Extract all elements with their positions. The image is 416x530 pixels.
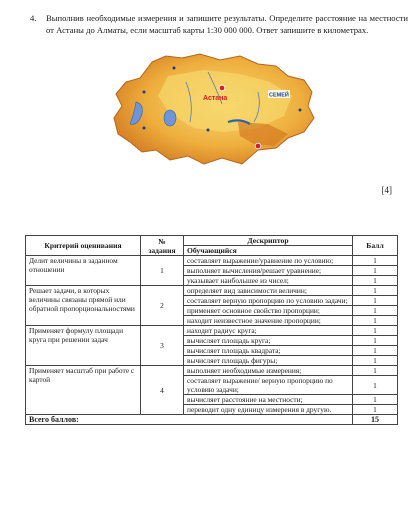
score-cell: 1 <box>353 336 398 346</box>
task-text: Выполнив необходимые измерения и запишите результаты. Определите расстояние на местности от Астаны до Алматы, если масштаб карты 1:30 000 000. Ответ запишите в километрах. <box>46 13 408 35</box>
descriptor-cell: переводит одну единицу измерения в другую. <box>184 405 353 415</box>
descriptor-cell: применяет основное свойство пропорции; <box>184 306 353 316</box>
task-number-cell: 4 <box>141 366 184 415</box>
map-frame-edges <box>114 54 314 164</box>
descriptor-cell: вычисляет площадь квадрата; <box>184 346 353 356</box>
score-cell: 1 <box>353 286 398 296</box>
table-row <box>26 256 398 266</box>
descriptor-cell: составляет верную пропорцию по условию задачи; <box>184 296 353 306</box>
points-marker: [4] <box>381 185 392 195</box>
task-number-cell: 3 <box>141 326 184 366</box>
table-row <box>26 326 398 336</box>
score-cell: 1 <box>353 356 398 366</box>
header-score: Балл <box>353 236 398 256</box>
descriptor-cell: вычисляет площадь фигуры; <box>184 356 353 366</box>
descriptor-cell: находит радиус круга; <box>184 326 353 336</box>
table-header-row <box>26 236 398 246</box>
score-cell: 1 <box>353 346 398 356</box>
descriptor-cell: указывает наибольшее из чисел; <box>184 276 353 286</box>
score-cell: 1 <box>353 326 398 336</box>
score-cell: 1 <box>353 316 398 326</box>
criterion-cell: Применяет масштаб при работе с картой <box>26 366 141 415</box>
score-cell: 1 <box>353 366 398 376</box>
total-row <box>26 415 398 425</box>
total-score: 15 <box>353 415 398 425</box>
score-cell: 1 <box>353 266 398 276</box>
task-number-cell: 2 <box>141 286 184 326</box>
score-cell: 1 <box>353 405 398 415</box>
descriptor-cell: выполняет необходимые измерения; <box>184 366 353 376</box>
descriptor-cell: выполняет вычисления/решает уравнение; <box>184 266 353 276</box>
city-dot <box>207 129 210 132</box>
table-row <box>26 366 398 376</box>
aral-sea <box>164 110 176 126</box>
descriptor-cell: вычисляет расстояние на местности; <box>184 395 353 405</box>
score-cell: 1 <box>353 276 398 286</box>
header-descriptor: Дескриптор <box>184 236 353 246</box>
descriptor-cell: определяет вид зависимости величин; <box>184 286 353 296</box>
descriptor-cell: находит неизвестное значение пропорции; <box>184 316 353 326</box>
descriptor-cell: вычисляет площадь круга; <box>184 336 353 346</box>
astana-label: Астана <box>203 95 228 102</box>
table-row <box>26 286 398 296</box>
criterion-cell: Решает задачи, в которых величины связаны прямой или обратной пропорциональностями <box>26 286 141 326</box>
task-number-cell: 1 <box>141 256 184 286</box>
score-cell: 1 <box>353 306 398 316</box>
criterion-cell: Применяет формулу площади круга при решении задач <box>26 326 141 366</box>
kazakhstan-map <box>108 52 320 176</box>
descriptor-cell: составляет выражение/уравнение по условию; <box>184 256 353 266</box>
city-dot <box>299 109 302 112</box>
city-dot <box>143 91 146 94</box>
score-cell: 1 <box>353 376 398 395</box>
descriptor-cell: составляет выражение/ верную пропорцию по условию задачи; <box>184 376 353 395</box>
city-dot <box>143 127 146 130</box>
city-dot <box>173 67 176 70</box>
criterion-cell: Делит величины в заданном отношении <box>26 256 141 286</box>
assessment-table <box>25 235 398 425</box>
total-label: Всего баллов: <box>26 415 353 425</box>
task-number: 4. <box>30 13 37 23</box>
score-cell: 1 <box>353 256 398 266</box>
header-learner: Обучающийся <box>184 246 353 256</box>
score-cell: 1 <box>353 395 398 405</box>
almaty-city-marker <box>255 143 261 149</box>
score-cell: 1 <box>353 296 398 306</box>
task-statement <box>30 12 408 36</box>
header-task: № задания <box>141 236 184 256</box>
header-criterion: Критерий оценивания <box>26 236 141 256</box>
astana-city-marker <box>219 85 225 91</box>
semey-label: СЕМЕЙ <box>269 92 289 99</box>
